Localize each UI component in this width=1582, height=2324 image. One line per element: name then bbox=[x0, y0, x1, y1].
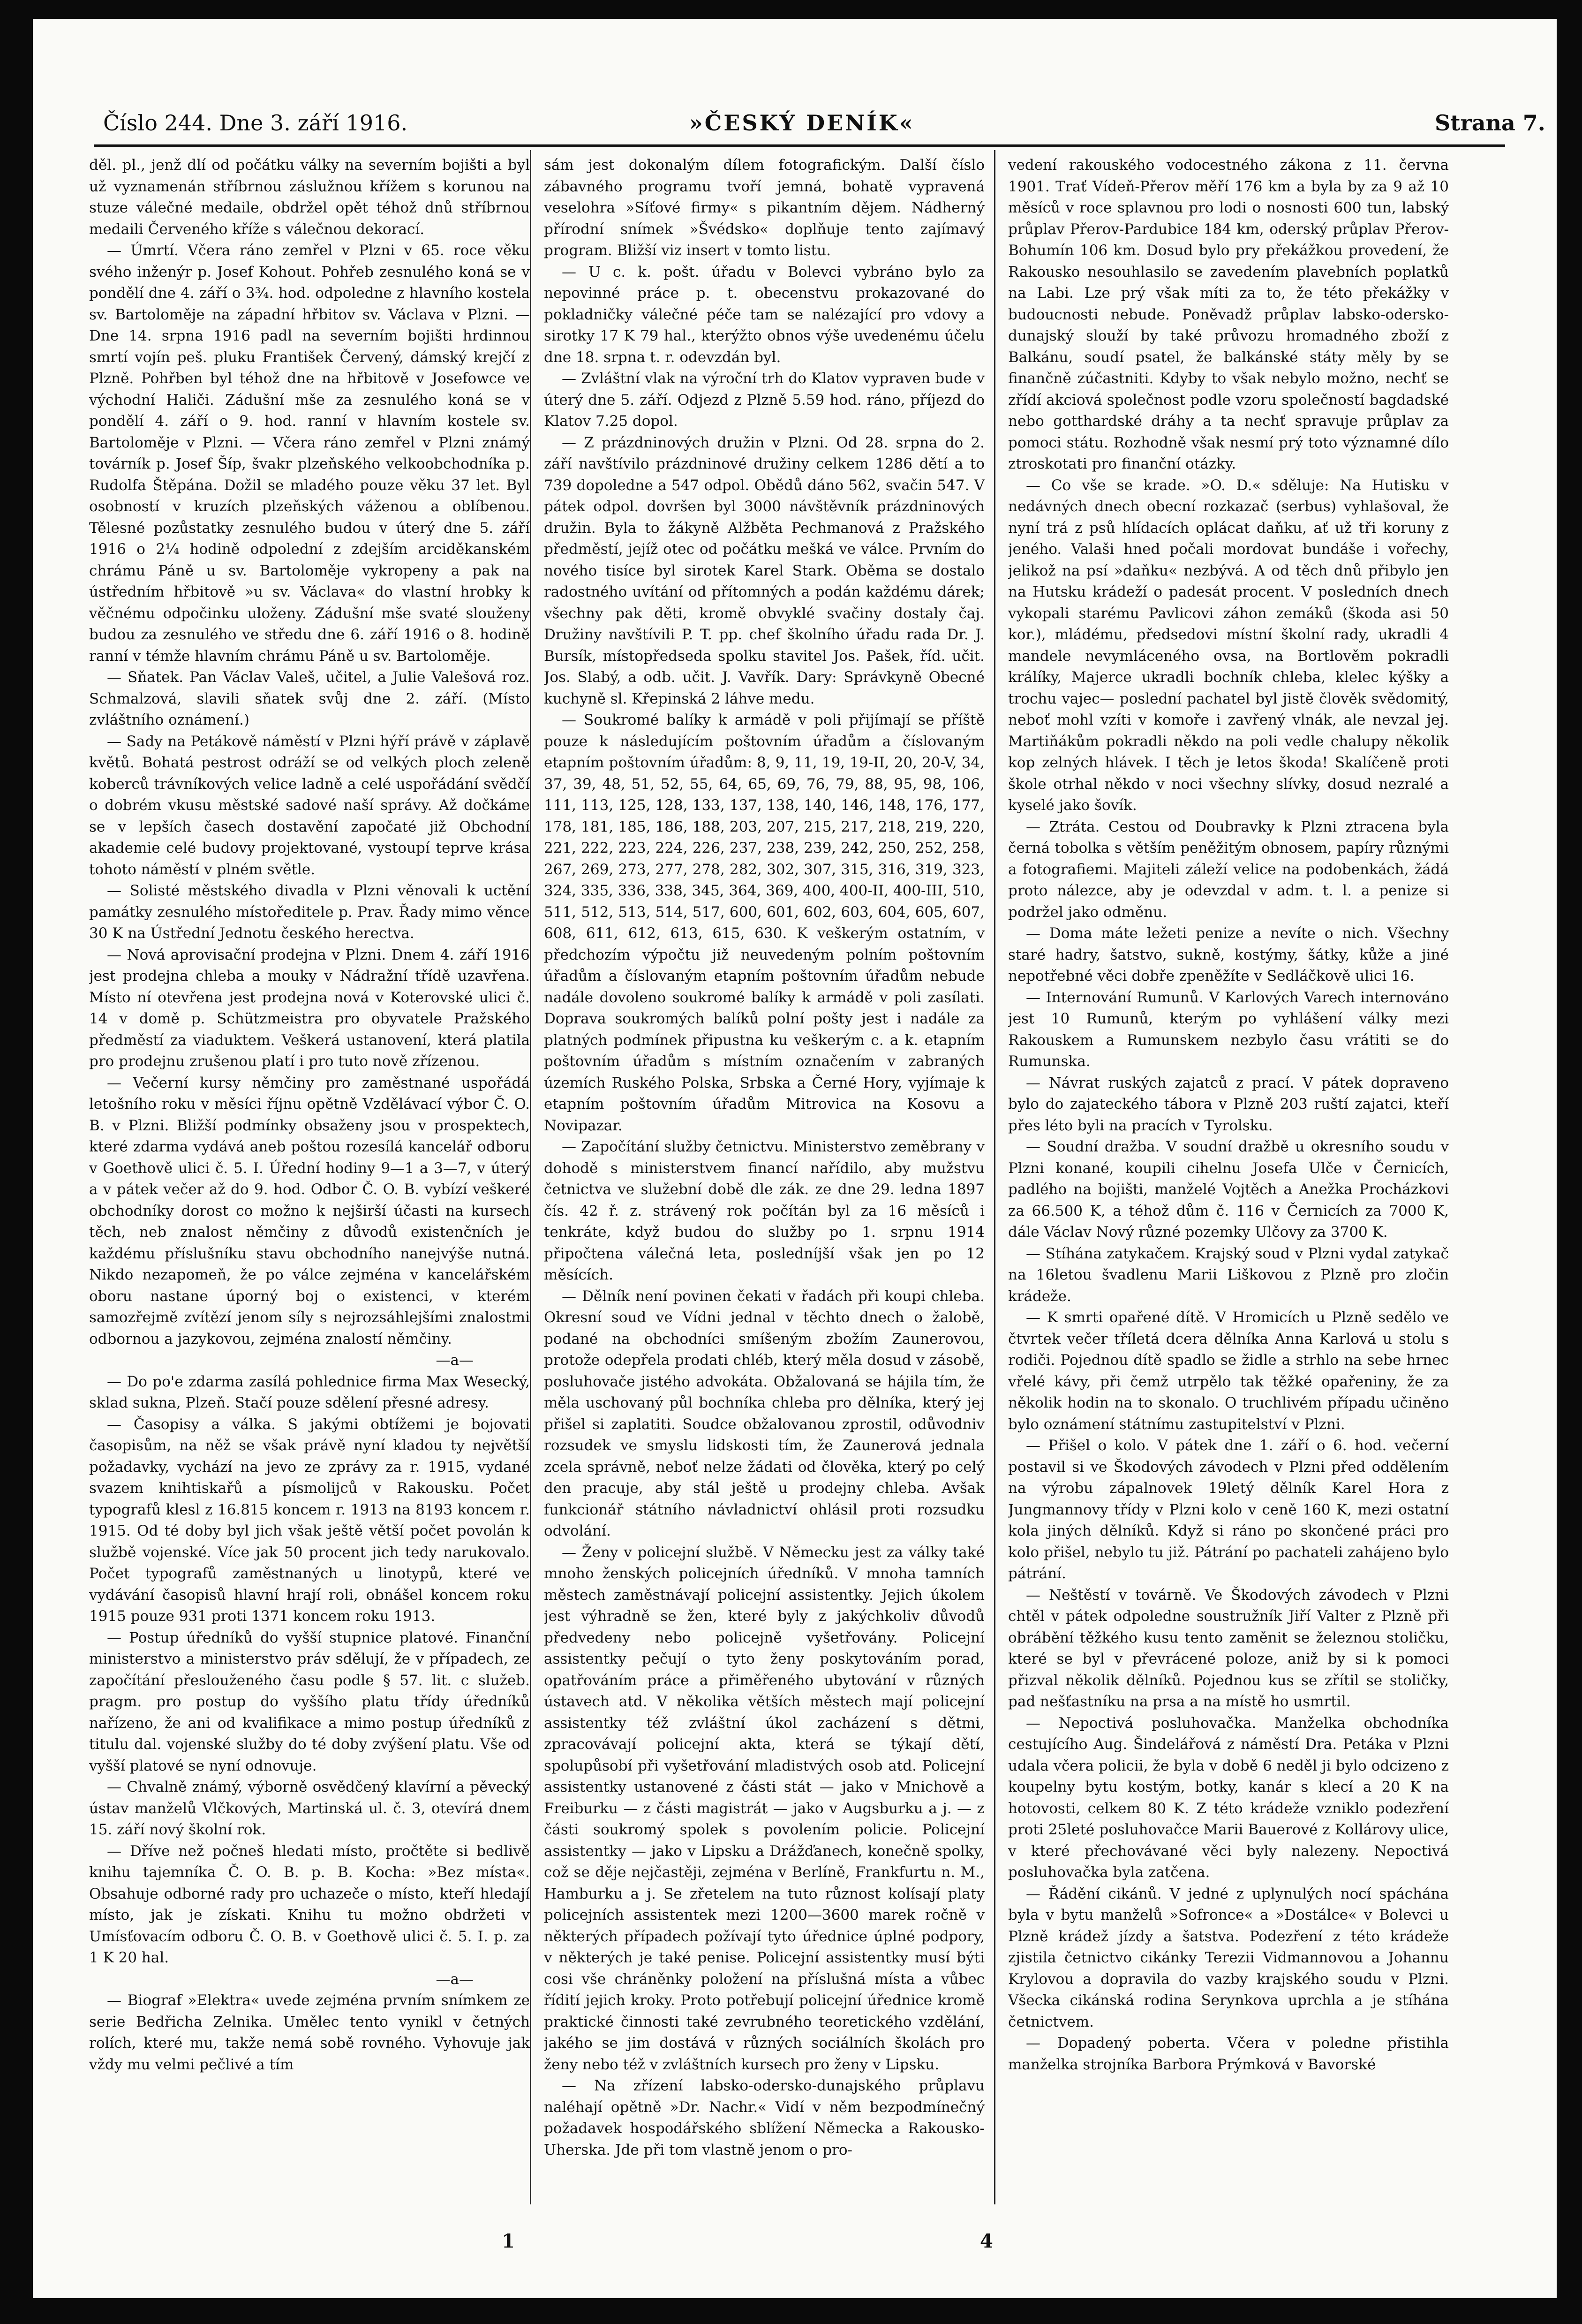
article: — Návrat ruských zajatců z prací. V pátek dopraveno bylo do zajateckého tábora v Plzně 203 ruští zajatci, kteří přes léto byli na pracích v Tyrolsku. bbox=[1008, 1074, 1449, 1134]
article: — Přišel o kolo. V pátek dne 1. září o 6. hod. večerní postavil si ve Škodových závodech v Plzni před oddělením na výrobu zápalnovek 19letý dělník Karel Hora z Jungmannovy třídy v Plzni kolo v ceně 160 K, mezi ostatní kola jiných dělníků. Když si ráno po skončené práci pro kolo přišel, nebylo tu již. Pátrání po pachateli zahájeno bylo pátrání. bbox=[1008, 1437, 1449, 1582]
article: — Solisté městského divadla v Plzni věnovali k uctění památky zesnulého místoředitele p. Prav. Řady mimo věnce 30 K na Ústřední Jednotu českého herectva. bbox=[89, 882, 530, 942]
article: — Z prázdninových družin v Plzni. Od 28. srpna do 2. září navštívilo prázdninové družiny celkem 1286 dětí a to 739 dopoledne a 547 odpol. Obědů dáno 562, svačin 547. V pátek odpol. dovršen byl 3000 návštěvník prázdninových družin. Byla to žákyně Alžběta Pechmanová z Pražského předměstí, jejíž otec od počátku mešká ve válce. Prvním do nového tisíce byl sirotek Karel Stark. Oběma se dostalo radostného uvítání od přítomných a podán každému dárek; všechny pak děti, kromě obvyklé svačiny dostaly čaj. Družiny navštívili P. T. pp. chef školního úřadu rada Dr. J. Bursík, místopředseda spolku stavitel Jos. Pašek, říd. učit. Jos. Slabý, a odb. učit. J. Vavřík. Dary: Správkyně Obecné kuchyně sl. Křepinská 2 láhve medu. bbox=[544, 434, 985, 707]
article: — Co vše se krade. »O. D.« sděluje: Na Hutisku v nedávných dnech obecní rozkazač (serbus) vyhlašoval, že nyní trá z psů hlídacích oplácat daňku, ať už tři koruny z jeného. Valaši hned počali mordovat bundáše i vořechy, jelikož na psí »daňku« nezbývá. A od těch dnů přibylo jen na Hutsku krádeží o padesát procent. V posledních dnech vykopali starému Pavlicovi záhon zemáků (škoda asi 50 kor.), mládému, předsedovi místní školní rady, ukradli 4 mandele nevymláceného ovsa, na Bortlověm pokradli králíky, Majerce ukradli bochník chleba, klelec kýšky a trochu vajec— poslední pachatel byl jistě člověk svědomitý, neboť mohl vzíti v komoře i zavřený vlnák, ale nevzal jej. Martiňákům pokradli někdo na poli vedle chalupy několik kop zelných hlávek. I těch je letos škoda! Skalíčeně proti škole otrhal někdo v noci všechny slívky, dosud nezralé a kyselé jako šovík. bbox=[1008, 477, 1449, 814]
article: — K smrti opařené dítě. V Hromicích u Plzně sedělo ve čtvrtek večer tříletá dcera dělníka Anna Karlová u stolu s rodiči. Pojednou dítě spadlo se židle a strhlo na sebe hrnec vřelé kávy, při čemž utrpělo tak těžké opařeniny, že za několik hodin na to skonalo. O truchlivém případu učiněno bylo oznámení státnímu zastupitelství v Plzni. bbox=[1008, 1309, 1449, 1433]
article: — Večerní kursy němčiny pro zaměstnané uspořádá letošního roku v měsíci říjnu opětně Vzdělávací výbor Č. O. B. v Plzni. Bližší podmínky obsaženy jsou v prospektech, které zdarma vydává aneb poštou rozesílá kancelář odboru v Goethově ulici č. 5. I. Úřední hodiny 9—1 a 3—7, v úterý a v pátek večer až do 9. hod. Odbor Č. O. B. vybízí veškeré obchodníky dorost co možno k nejširší účasti na kursech těch, neb znalost němčiny z důvodů existenčních je každému příslušníku stavu obchodního nanejvýše nutná. Nikdo nezapomeň, že po válce zejména v kancelářském oboru nastane úporný boj o existenci, v kterém samozřejmě zvítězí jenom síly s nejrozsáhlejšími znalostmi odbornou a jazykovou, zejména znalostí němčiny. bbox=[89, 1074, 530, 1347]
article: — Úmrtí. Včera ráno zemřel v Plzni v 65. roce věku svého inženýr p. Josef Kohout. Pohřeb zesnulého koná se v pondělí dne 4. září o 3¾. hod. odpoledne z hlavního kostela sv. Bartoloměje na západní hřbitov sv. Václava v Plzni. — Dne 14. srpna 1916 padl na severním bojišti hrdinnou smrtí vojín peš. pluku František Červený, dámský krejčí z Plzně. Pohřben byl téhož dne na hřbitově v Josefowce ve východní Haliči. Zádušní mše za zesnulého koná se v pondělí 4. září o 9. hod. ranní v hlavním kostele sv. Bartoloměje v Plzni. — Včera ráno zemřel v Plzni známý továrník p. Josef Šíp, švakr plzeňského velkoobchodníka p. Rudolfa Štěpána. Dožil se mladého pouze věku 37 let. Byl osobností v kruzích plzeňských váženou a oblíbenou. Tělesné pozůstatky zesnulého budou v úterý dne 5. září 1916 o 2¼ hodině odpolední z zdejším arciděkanském chrámu Páně u sv. Bartoloměje vykropeny a pak na ústředním hřbitově »u sv. Václava« do vlastní hrobky k věčnému odpočinku uloženy. Zádušní mše svaté slouženy budou za zesnulého ve středu dne 6. září 1916 o 8. hodině ranní v témže hlavním chrámu Páně u sv. Bartoloměje. bbox=[89, 242, 530, 665]
article: — U c. k. pošt. úřadu v Bolevci vybráno bylo za nepovinné práce p. t. obecenstvu prokazované do pokladničky válečné péče tam se nalézající pro vdovy a sirotky 17 K 79 hal., kterýžto obnos výše uvedenému účelu dne 18. srpna t. r. odevzdán byl. bbox=[544, 263, 985, 366]
column-2 bbox=[544, 155, 985, 2209]
column-divider bbox=[530, 150, 531, 2204]
article: — Doma máte ležeti penize a nevíte o nich. Všechny staré hadry, šatstvo, sukně, kostýmy, šátky, kůže a jiné nepotřebné věci dobře zpeněžíte v Sedláčkově ulici 16. bbox=[1008, 925, 1449, 984]
article: — Stíhána zatykačem. Krajský soud v Plzni vydal zatykač na 16letou švadlenu Marii Liškovou z Plzně pro zločin krádeže. bbox=[1008, 1245, 1449, 1305]
column-1 bbox=[89, 155, 530, 2209]
article: — Biograf »Elektra« uvede zejména prvním snímkem ze serie Bedřicha Zelnika. Umělec tento vynikl v četných rolích, které mu, takže nemá sobě rovného. Vyhovuje jak vždy mu velmi pečlivé a tím bbox=[89, 1992, 530, 2073]
article-signature: —a— bbox=[436, 1352, 474, 1369]
article: — Zvláštní vlak na výroční trh do Klatov vypraven bude v úterý dne 5. září. Odjezd z Plzně 5.59 hod. ráno, příjezd do Klatov 7.25 dopol. bbox=[544, 370, 985, 430]
article: — Dříve než počneš hledati místo, pročtěte si bedlivě knihu tajemníka Č. O. B. p. B. Kocha: »Bez místa«. Obsahuje odborné rady pro uchazeče o místo, kteří hledají místo, jak je získati. Knihu tu možno obdržeti v Umísťovacím odboru Č. O. B. v Goethově ulici č. 5. I. p. za 1 K 20 hal. bbox=[89, 1842, 530, 1966]
article: — Internování Rumunů. V Karlových Varech internováno jest 10 Rumunů, kterým po vyhlášení války mezi Rakouskem a Rumunskem nezbylo času vrátiti se do Rumunska. bbox=[1008, 989, 1449, 1070]
column-divider bbox=[994, 150, 995, 2204]
article: — Nová aprovisační prodejna v Plzni. Dnem 4. září 1916 jest prodejna chleba a mouky v Nádražní třídě uzavřena. Místo ní otevřena jest prodejna nová v Koterovské ulici č. 14 v domě p. Schützmeistra pro obyvatele Pražského předměstí za viaduktem. Veškerá ustanovení, která platila pro prodejnu zrušenou platí i pro tuto nově zřízenou. bbox=[89, 946, 530, 1070]
article: sám jest dokonalým dílem fotografickým. Další číslo zábavného programu tvoří jemná, bohatě vypravená veselohra »Síťové firmy« s pikantním dějem. Nádherný přírodní snímek »Švédsko« doplňuje tento zajímavý program. Bližší viz insert v tomto listu. bbox=[544, 157, 985, 259]
article: — Soudní dražba. V soudní dražbě u okresního soudu v Plzni konané, koupili cihelnu Josefa Ulče v Černicích, padlého na bojišti, manželé Vojtěch a Anežka Procházkovi za 66.500 K, a téhož dům č. 116 v Černicích za 7000 K, dále Václav Nový různé pozemky Ulčovy za 3700 K. bbox=[1008, 1138, 1449, 1241]
issue-date: Číslo 244. Dne 3. září 1916. bbox=[103, 110, 408, 136]
article: — Řádění cikánů. V jedné z uplynulých nocí spáchána byla v bytu manželů »Sofronce« a »Dostálce« v Bolevci u Plzně krádež jízdy a šatstva. Podezření z této krádeže zjistila četnictvo cikánky Terezii Vidmannovou a Johannu Krylovou a dopravila do vazby krajského soudu v Plzni. Všecka cikánská rodina Serynkova uprchla a je stíhána četnictvem. bbox=[1008, 1885, 1449, 2030]
article: — Časopisy a válka. S jakými obtížemi je bojovati časopisům, na něž se však právě nyní kladou ty největší požadavky, vychází na jevo ze zprávy za r. 1915, vydané svazem knihtiskařů a písmolijců v Rakousku. Počet typografů klesl z 16.815 koncem r. 1913 na 8193 koncem r. 1915. Od té doby byl jich však ještě větší počet povolán k službě vojenské. Více jak 50 procent jich tedy narukovalo. Počet typografů zaměstnaných u linotypů, které ve vydávání časopisů hlavní hrají roli, obnášel koncem roku 1915 pouze 931 proti 1371 koncem roku 1913. bbox=[89, 1416, 530, 1625]
article: — Soukromé balíky k armádě v poli přijímají se příště pouze k následujícím poštovním úřadům a číslovaným etapním poštovním úřadům: 8, 9, 11, 19, 19-II, 20, 20-V, 34, 37, 39, 48, 51, 52, 55, 64, 65, 69, 76, 79, 88, 95, 98, 106, 111, 113, 125, 128, 133, 137, 138, 140, 146, 148, 176, 177, 178, 181, 185, 186, 188, 203, 207, 215, 217, 218, 219, 220, 221, 222, 223, 224, 226, 237, 238, 239, 242, 250, 252, 258, 267, 269, 273, 277, 278, 282, 302, 307, 315, 316, 319, 323, 324, 335, 336, 338, 345, 364, 369, 400, 400-II, 400-III, 510, 511, 512, 513, 514, 517, 600, 601, 602, 603, 604, 605, 607, 608, 611, 612, 613, 615, 630. K veškerým ostatním, v předchozím výpočtu již neuvedeným polním poštovním úřadům a číslovaným etapním poštovním úřadům nebude nadále dovoleno soukromé balíky k armádě v poli zasílati. Doprava soukromých balíků polní pošty jest i nadále za platných podmínek připustna ku veškerým c. a k. etapním poštovním úřadům s místním označením v zabraných územích Ruského Polska, Srbska a Černé Hory, vyjímaje k etapním poštovním úřadům Mitrovica na Kosovu a Novipazar. bbox=[544, 712, 985, 1134]
article: — Dopadený poberta. Včera v poledne přistihla manželka strojníka Barbora Prýmková v Bavorské bbox=[1008, 2035, 1449, 2073]
article: — Na zřízení labsko-odersko-dunajského průplavu naléhají opětně »Dr. Nachr.« Vidí v něm bezpodmínečný požadavek hospodářského sblížení Německa a Rakousko-Uherska. Jde při tom vlastně jenom o pro- bbox=[544, 2077, 985, 2158]
article: — Ztráta. Cestou od Doubravky k Plzni ztracena byla černá tobolka s větším peněžitým obnosem, papíry různými a fotografiemi. Majiteli záleží velice na podobenkách, žádá proto nálezce, aby je odevzdal v adm. t. l. a penize si podržel jako odměnu. bbox=[1008, 818, 1449, 921]
column-3 bbox=[1008, 155, 1449, 2209]
page-number: Strana 7. bbox=[1435, 110, 1545, 136]
article: — Započítání služby četnictvu. Ministerstvo zeměbrany v dohodě s ministerstvem financí nařídilo, aby mužstvu četnictva ve služební době dle zák. ze dne 29. ledna 1897 čís. 42 ř. z. strávený rok počítán byl za 16 měsíců i tenkráte, když budou do služby po 1. srpnu 1914 připočtena válečná leta, posledníjší však jen po 12 měsících. bbox=[544, 1138, 985, 1283]
masthead-title: »ČESKÝ DENÍK« bbox=[689, 110, 915, 136]
article: — Sady na Petákově náměstí v Plzni hýří právě v záplavě květů. Bohatá pestrost odráží se od velkých ploch zeleně koberců trávníkových velice ladně a celé uspořádání svědčí o dobrém vkusu městské sadové naší správy. Až dočkáme se v lepších časech dostavění započaté již Obchodní akademie celé budovy projektované, vystoupí teprve krása tohoto náměstí v plném světle. bbox=[89, 733, 530, 878]
article: — Sňatek. Pan Václav Valeš, učitel, a Julie Valešová roz. Schmalzová, slavili sňatek svůj dne 2. září. (Místo zvláštního oznámení.) bbox=[89, 669, 530, 728]
newspaper-page bbox=[33, 19, 1557, 2298]
footer-mark: 1 bbox=[502, 2230, 515, 2252]
article: děl. pl., jenž dlí od počátku války na severním bojišti a byl už vyznamenán stříbrnou záslužnou křížem s korunou na stuze válečné medaile, obdržel opět téhož dnů stříbrnou medaili Červeného kříže s válečnou dekorací. bbox=[89, 157, 530, 238]
article: — Chvalně známý, výborně osvědčený klavírní a pěvecký ústav manželů Vlčkových, Martinská ul. č. 3, otevírá dnem 15. září nový školní rok. bbox=[89, 1779, 530, 1838]
article: — Ženy v policejní službě. V Německu jest za války také mnoho ženských policejních úředníků. V mnoha tamních městech zaměstnávají policejní assistentky. Jejich úkolem jest výhradně se žen, které byly z jakýchkoliv důvodů předvedeny nebo policejně vyšetřovány. Policejní assistentky pečují o tyto ženy poskytováním porad, opatřováním práce a přiměřeného ubytování v různých ústavech atd. V několika větších městech mají policejní assistentky též zvláštní úkol zacházení s dětmi, zpracovávají policejní akta, která se týkají dětí, spolupůsobí při vyšetřování mladistvých osob atd. Policejní assistentky ustanovené z části stát — jako v Mnichově a Freiburku — z části magistrát — jako v Augsburku a j. — z části soukromý spolek s povolením policie. Policejní assistentky — jako v Lipsku a Drážďanech, konečně spolky, což se děje nejčastěji, zejména v Berlíně, Frankfurtu n. M., Hamburku a j. Se zřetelem na tuto různost kolísají platy policejních assistentek mezi 1200—3600 marek ročně v některých případech požívají tyto úřednice úplné podpory, v některých je také penise. Policejní assistentky musí býti cosi vše chráněnky položení na příslušná místa a vůbec řídití jejich kroky. Proto potřebují policejní úřednice kromě praktické činnosti také zevrubného teoretického vzdělání, jakého se jim dostává v různých sociálních školách pro ženy nebo též v zvláštních kursech pro ženy v Lipsku. bbox=[544, 1544, 985, 2073]
footer-mark: 4 bbox=[980, 2230, 993, 2252]
article: vedení rakouského vodocestného zákona z 11. června 1901. Trať Vídeň-Přerov měří 176 km a byla by za 9 až 10 měsíců v roce splavnou pro lodi o nosnosti 600 tun, labský průplav Přerov-Pardubice 184 km, oderský průplav Přerov-Bohumín 106 km. Dosud bylo pry překážkou provedení, že Rakousko nesouhlasilo se zavedením plavebních poplatků na Labi. Lze prý však míti za to, že této překážky v budoucnosti nebude. Poněvadž průplav labsko-odersko-dunajský slouží by také průvozu hromadného zboží z Balkánu, soudí psatel, že balkánské státy měly by se finančně zúčastniti. Kdyby to však nebylo možno, nechť se zřídí akciová společnost podle vzoru společností bagdadské nebo gotthardské dráhy a ta nechť spravuje průplav za pomoci státu. Rozhodně však nesmí prý toto významné dílo ztroskotati pro finanční otázky. bbox=[1008, 157, 1449, 472]
article: — Neštěstí v továrně. Ve Škodových závodech v Plzni chtěl v pátek odpoledne soustružník Jiří Valter z Plzně při obrábění těžkého kusu tento zaměnit se železnou stoličku, které se byl v převrácené poloze, aniž by si k pomoci přizval několik dělníků. Pojednou kus se zřítil se stoličky, pad nešťastníku na prsa a na místě ho usmrtil. bbox=[1008, 1586, 1449, 1710]
header-rule bbox=[94, 144, 1505, 147]
article: — Postup úředníků do vyšší stupnice platové. Finanční ministerstvo a ministerstvo práv sdělují, že v případech, ze započítání přeslouženého času podle § 57. lit. c služeb. pragm. pro postup do vyššího platu třídy úředníků nařízeno, že ani od kvalifikace a mimo postup úředníků z titulu dal. vojenské služby do té doby zvýšení platu. Vše od vyšší platové se nyní odnovuje. bbox=[89, 1629, 530, 1774]
page-header bbox=[33, 19, 1557, 136]
article-signature: —a— bbox=[436, 1970, 474, 1988]
article: — Do po'e zdarma zasílá pohlednice firma Max Wesecký, sklad sukna, Plzeň. Stačí pouze sdělení přesné adresy. bbox=[89, 1373, 530, 1411]
article: — Dělník není povinen čekati v řadách při koupi chleba. Okresní soud ve Vídni jednal v těchto dnech o žalobě, podané na obchodníci smíšeným zbožím Zaunerovou, protože odepřela prodati chléb, který měla dosud v zásobě, posluhovače jistého advokáta. Obžalovaná se hájila tím, že měla uschovaný půl bochníka chleba pro dělníka, který jej přišel si zaplatiti. Soudce obžalovanou zprostil, odůvodniv rozsudek ve smyslu lidskosti tím, že Zaunerová jednala zcela správně, neboť nelze žádati od člověka, který po celý den pracuje, aby stál ještě u prodejny chleba. Avšak funkcionář státního návladnictví ohlásil proti rozsudku odvolání. bbox=[544, 1287, 985, 1539]
article: — Nepoctivá posluhovačka. Manželka obchodníka cestujícího Aug. Šindelářová z náměstí Dra. Petáka v Plzni udala včera policii, že byla v době 6 neděl ji bylo odcizeno z koupelny bytu kostým, botky, kanár s klecí a 20 K na hotovosti, celkem 80 K. Z této krádeže vzniklo podezření proti 25leté posluhovačce Marii Bauerové z Kollárovy ulice, v které přechovávané věci byly nalezeny. Nepoctivá posluhovačka byla zatčena. bbox=[1008, 1714, 1449, 1881]
